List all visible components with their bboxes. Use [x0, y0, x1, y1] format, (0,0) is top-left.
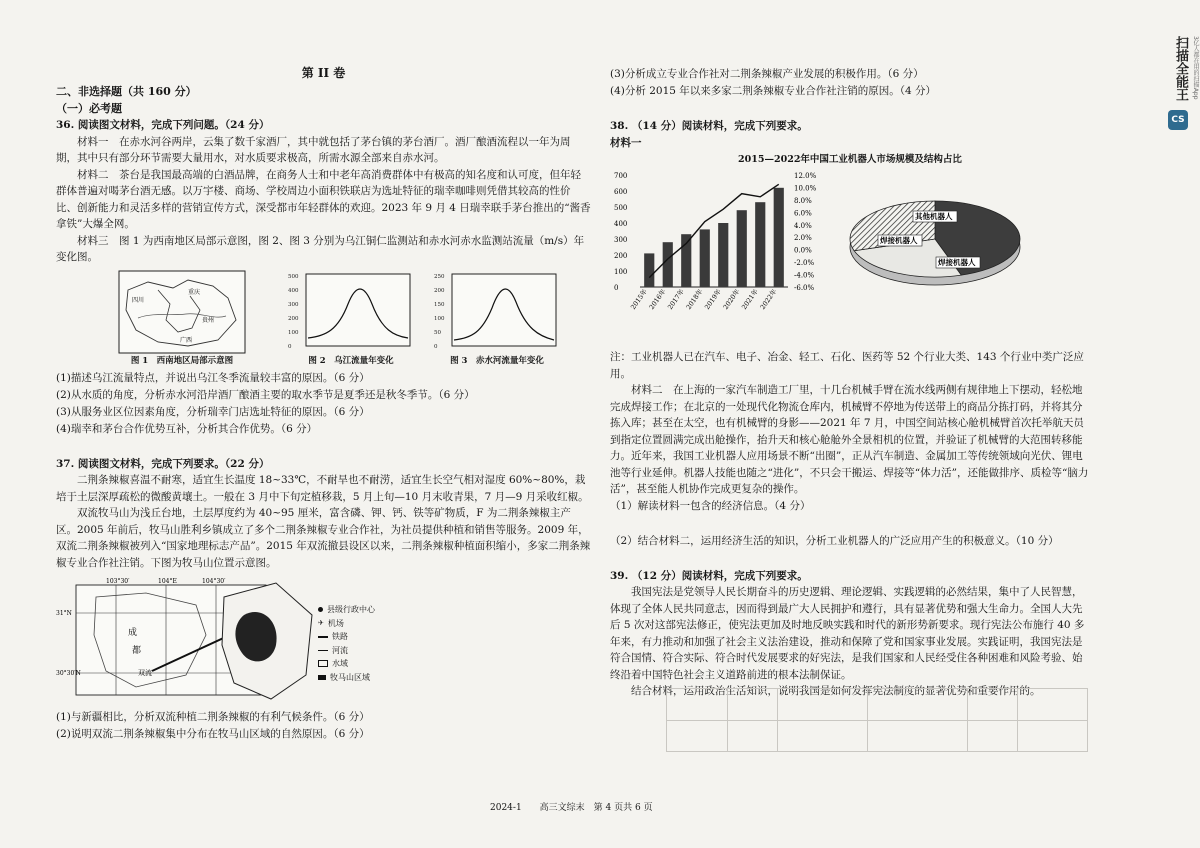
muma-mountain-map — [56, 575, 591, 705]
page-footer: 2024-1 高三文综末 第 4 页共 6 页 — [490, 803, 653, 813]
chishui-flow-chart — [432, 270, 562, 354]
map-legend — [318, 603, 375, 684]
left-axis-tick: 300 — [614, 236, 628, 244]
axis-tick-label: 200 — [434, 287, 445, 294]
q38-material-1-label: 材料一 — [610, 136, 642, 149]
bar-2022年 — [774, 188, 784, 287]
longitude-label: 103°30′ — [106, 578, 130, 585]
figure-1-caption: 图 1 西南地区局部示意图 — [130, 355, 234, 366]
figure-1 — [118, 270, 246, 366]
latitude-label: 30°30′N — [56, 670, 81, 677]
q36-title: 36. 阅读图文材料，完成下列问题。（24 分） — [56, 119, 270, 131]
axis-tick-label: 250 — [434, 273, 445, 280]
latitude-label: 31°N — [56, 610, 72, 617]
robot-chart — [610, 167, 1090, 347]
robot-chart-svg — [610, 167, 1080, 337]
longitude-label: 104°30′ — [202, 578, 226, 585]
axis-tick-label: 400 — [288, 287, 299, 294]
scanner-watermark: 扫描全能王 — [1173, 36, 1188, 101]
q36-material-1: 材料一 在赤水河谷两岸，云集了数千家酒厂，其中就包括了茅台镇的茅台酒厂。酒厂酿酒流程以一年为周期，其中只有部分环节需要大量用水，对水质要求极高，所需水源全部来自赤水河。 — [56, 135, 571, 164]
place-label: 双流 — [138, 669, 152, 677]
q38-title: 38. （14 分）阅读材料，完成下列要求。 — [610, 120, 808, 132]
q36-question-3: (3)从服务业区位因素角度，分析瑞幸门店选址特征的原因。（6 分） — [56, 405, 370, 418]
right-axis-tick: 2.0% — [794, 234, 812, 243]
x-tick-label: 2022年 — [758, 287, 779, 312]
right-axis-tick: 6.0% — [794, 209, 812, 218]
legend-item: 水域 — [318, 657, 375, 671]
q37-question-3: (3)分析成立专业合作社对二荆条辣椒产业发展的积极作用。（6 分） — [610, 68, 924, 80]
q38-question-1: （1）解读材料一包含的经济信息。（4 分） — [610, 499, 811, 512]
bar-2016年 — [663, 242, 673, 287]
cs-logo-icon: CS — [1168, 110, 1188, 130]
map-label-chongqing: 重庆 — [188, 288, 201, 296]
q39-title: 39. （12 分）阅读材料，完成下列要求。 — [610, 569, 808, 582]
legend-item: 牧马山区域 — [318, 671, 375, 685]
map-label-guangxi: 广西 — [180, 336, 193, 344]
axis-tick-label: 300 — [288, 301, 299, 308]
place-label: 都 — [132, 646, 142, 656]
q37-question-2: (2)说明双流二荆条辣椒集中分布在牧马山区域的自然原因。（6 分） — [56, 728, 370, 740]
right-axis-tick: 0.0% — [794, 246, 812, 255]
q38-material-2: 材料二 在上海的一家汽车制造工厂里，十几台机械手臂在流水线两侧有规律地上下摆动，轻松地完成焊接工作；在北京的一处现代化物流仓库内，机械臂不停地为传送带上的商品分拣打码，并将其分拣入库；甚至在太空，也有机械臂的身影——2021 年 7 月，中国空间站核心舱机械臂首次托举航天员到指定位置圆满完成出舱操作，抬升天和核心舱舱外全景相机的位置，并验证了机械臂的大范围转移能力。近年来，我国工业机器人应用场景不断“出圈”，正从汽车制造、金属加工等传统领域向光伏、锂电池等行业延伸。机器人技能也随之“进化”，不只会干搬运、焊接等“体力活”，还能做排序、质检等“脑力活”，甚至能人机协作完成更复杂的操作。 — [610, 384, 1089, 495]
bar-2018年 — [700, 229, 710, 287]
x-tick-label: 2016年 — [647, 287, 668, 312]
q37-title: 37. 阅读图文材料，完成下列要求。（22 分） — [56, 457, 270, 470]
right-axis-tick: 12.0% — [794, 172, 817, 180]
q36-material-3: 材料三 图 1 为西南地区局部示意图，图 2、图 3 分别为乌江铜仁监测站和赤水河赤水监测站流量（m/s）年变化图。 — [56, 234, 585, 263]
right-axis-tick: 10.0% — [794, 184, 817, 193]
left-axis-tick: 200 — [614, 252, 628, 260]
sub-heading: （一）必考题 — [56, 102, 122, 115]
axis-tick-label: 100 — [288, 329, 299, 336]
q39-paragraph-1: 我国宪法是党领导人民长期奋斗的历史逻辑、理论逻辑、实践逻辑的必然结果，集中了人民智慧，体现了全体人民共同意志，因而得到最广大人民拥护和遵行，具有显著优势和强大生命力。全国人大先后 5 次对这部宪法修正，使宪法更加及时地反映实践和时代的新形势新要求。现行宪法公布施行 40 多年来，有力推动和加强了社会主义法治建设，推动和保障了党和国家事业发展。实践证明，我国宪法是符合国情、符合实际、符合时代发展要求的好宪法，是我们国家和人民经受住各种困难和风险考验、始终沿着中国特色社会主义道路前进的根本法制保证。 — [610, 586, 1085, 681]
figure-2-caption: 图 2 乌江流量年变化 — [308, 355, 394, 366]
right-axis-tick: -2.0% — [794, 259, 815, 268]
right-axis-tick: 4.0% — [794, 221, 812, 230]
pie-label: 焊接机器人 — [880, 236, 918, 245]
x-tick-label: 2015年 — [629, 287, 649, 312]
left-axis-tick: 0 — [614, 284, 619, 292]
axis-tick-label: 500 — [288, 273, 299, 280]
legend-item: 河流 — [318, 644, 375, 658]
right-column — [610, 66, 1090, 700]
left-axis-tick: 700 — [614, 172, 628, 180]
x-tick-label: 2018年 — [684, 287, 705, 312]
bar-2021年 — [755, 202, 765, 287]
pie-label: 其他机器人 — [915, 212, 953, 221]
axis-tick-label: 200 — [288, 315, 299, 322]
left-axis-tick: 100 — [614, 268, 628, 276]
q37-question-4: (4)分析 2015 年以来多家二荆条辣椒专业合作社注销的原因。（4 分） — [610, 85, 937, 97]
southwest-map-svg — [118, 270, 246, 354]
q36-question-2: (2)从水质的角度，分析赤水河沿岸酒厂酿酒主要的取水季节是夏季还是秋冬季节。（6 分） — [56, 388, 475, 401]
legend-item: 县级行政中心 — [318, 603, 375, 617]
q37-paragraph-1: 二荆条辣椒喜温不耐寒，适宜生长温度 18~33℃，不耐旱也不耐涝，适宜生长空气相对湿度 60%~80%，栽培于土层深厚疏松的微酸黄壤土。一般在 3 月中下旬定植移栽，5 月上旬—10 月末收青果，7 月—9 月采收红椒。 — [56, 474, 589, 503]
map-label-guizhou: 贵州 — [202, 316, 215, 324]
map-label-sichuan: 四川 — [132, 296, 145, 304]
axis-tick-label: 0 — [434, 343, 438, 350]
q38-note: 注：工业机器人已在汽车、电子、冶金、轻工、石化、医药等 52 个行业大类、143 个行业中类广泛应用。 — [610, 351, 1084, 380]
bar-2020年 — [737, 210, 747, 287]
section-title: 第 II 卷 — [301, 66, 346, 80]
left-column — [56, 60, 591, 743]
part-heading: 二、非选择题（共 160 分） — [56, 85, 197, 98]
pie-label: 焊接机器人 — [938, 258, 976, 267]
q37-paragraph-2: 双流牧马山为浅丘台地，土层厚度约为 40~95 厘米，富含磷、钾、钙、铁等矿物质，F 为二荆条辣椒主产区。2005 年前后，牧马山胜利乡镇成立了多个二荆条辣椒专业合作社，为社员提供种植和销售等服务。2009 年，双流二荆条辣椒被列入“国家地理标志产品”。2015 年双流撤县设区以来，二荆条辣椒种植面积缩小，多家二荆条辣椒专业合作社注销。下图为牧马山位置示意图。 — [56, 507, 591, 569]
q36-material-2: 材料二 茶台是我国最高端的白酒品牌，在商务人士和中老年高消费群体中有极高的知名度和认可度，但年轻群体普遍对喝茅台酒无感。以万宇楼、商场、学校周边小面积铁联店为选址特征的瑞幸咖啡则凭借其较高的性价比、创新能力和灵活多样的营销宣传方式，深受都市年轻群体的欢迎。2023 年 9 月 4 日瑞幸联手茅台推出的“酱香拿铁”大爆全网。 — [56, 168, 591, 230]
q37-question-1: (1)与新疆相比，分析双流种植二荆条辣椒的有利气候条件。（6 分） — [56, 711, 370, 723]
figure-3-caption: 图 3 赤水河流量年变化 — [450, 355, 544, 366]
legend-item: ✈ 机场 — [318, 618, 344, 628]
right-axis-tick: 8.0% — [794, 196, 812, 205]
wujiang-flow-chart — [286, 270, 416, 354]
x-tick-label: 2017年 — [666, 287, 686, 312]
x-tick-label: 2019年 — [703, 287, 723, 312]
axis-tick-label: 50 — [434, 329, 441, 336]
figure-2 — [286, 270, 416, 366]
x-tick-label: 2020年 — [721, 287, 742, 312]
left-axis-tick: 600 — [614, 188, 628, 196]
q39-paragraph-2: 结合材料，运用政治生活知识，说明我国是如何发挥宪法制度的显著优势和重要作用的。 — [631, 685, 1041, 697]
axis-tick-label: 0 — [288, 343, 292, 350]
x-tick-label: 2021年 — [740, 287, 760, 312]
right-axis-tick: -4.0% — [794, 271, 815, 280]
place-label: 成 — [128, 628, 138, 638]
left-axis-tick: 500 — [614, 204, 628, 212]
left-axis-tick: 400 — [614, 220, 628, 228]
bar-2019年 — [718, 223, 728, 287]
scanner-tagline: 3亿人都在用的扫描App — [1192, 36, 1199, 100]
axis-tick-label: 100 — [434, 315, 445, 322]
figure-3 — [432, 270, 562, 366]
q38-question-2: （2）结合材料二，运用经济生活的知识，分析工业机器人的广泛应用产生的积极意义。（10 分） — [610, 534, 1059, 547]
longitude-label: 104°E — [158, 578, 177, 585]
right-axis-tick: -6.0% — [794, 284, 815, 292]
q36-question-4: (4)瑞幸和茅台合作优势互补，分析其合作优势。（6 分） — [56, 422, 318, 435]
muma-map-svg — [56, 575, 316, 703]
axis-tick-label: 150 — [434, 301, 445, 308]
q36-figures — [56, 270, 591, 368]
bar-2017年 — [681, 234, 691, 287]
robot-chart-title: 2015—2022年中国工业机器人市场规模及结构占比 — [738, 154, 962, 165]
legend-item: 铁路 — [318, 630, 375, 644]
q36-question-1: (1)描述乌江流量特点，并说出乌江冬季流量较丰富的原因。（6 分） — [56, 371, 370, 384]
bar-2015年 — [644, 253, 654, 287]
bleed-through-table — [666, 688, 1088, 752]
